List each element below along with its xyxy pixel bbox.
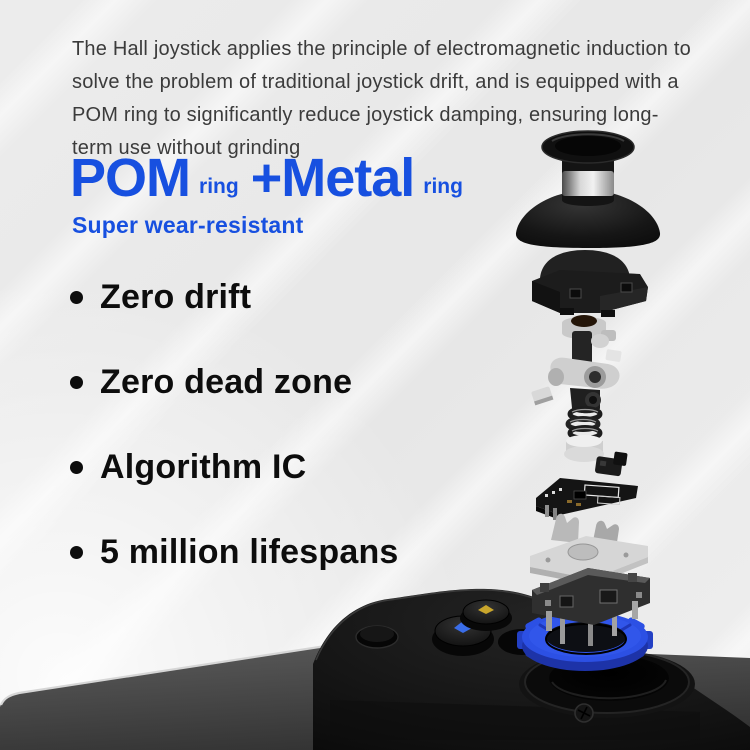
feature-label: Algorithm IC [100, 448, 307, 486]
feature-label: Zero dead zone [100, 363, 353, 401]
subheadline: Super wear-resistant [72, 212, 304, 238]
feature-label: 5 million lifespans [100, 533, 399, 571]
gimbal-assembly [548, 315, 622, 413]
intro-paragraph: The Hall joystick applies the principle of electromagnetic induction to solve the problem of traditional joystick drift, and is equipped with a POM ring to significantly reduce joystick damping, ensuring long-term use without grinding [72, 38, 691, 159]
screw [575, 704, 593, 722]
feature-label: Zero drift [100, 278, 252, 316]
thumbstick-cap [516, 131, 660, 248]
capsule-button [356, 626, 398, 648]
headline-metal: +Metal [250, 148, 415, 208]
face-button-yellow [460, 600, 512, 631]
headline-ring-2: ring [423, 175, 463, 198]
metal-ring-band [562, 171, 614, 196]
stick-housing [532, 250, 648, 317]
pcb-board [536, 478, 638, 520]
headline-pom: POM [70, 148, 191, 208]
headline-ring-1: ring [199, 175, 239, 198]
floating-chip [531, 386, 553, 405]
